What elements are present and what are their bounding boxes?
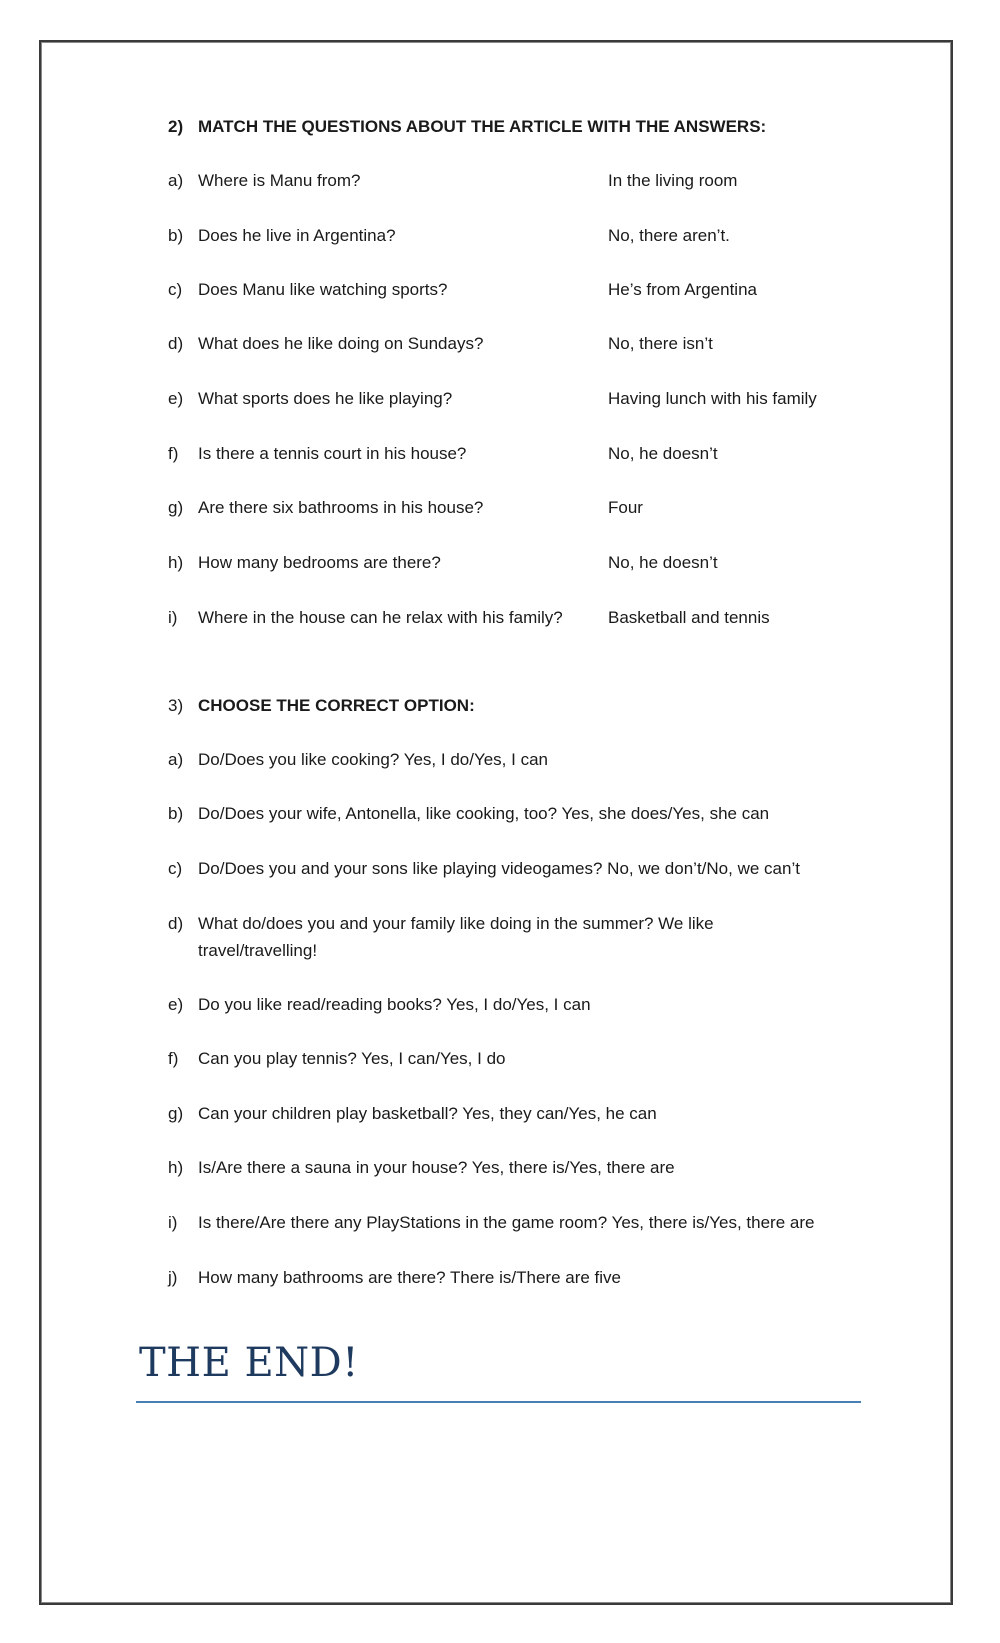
option-text: Do/Does you like cooking? Yes, I do/Yes, I can — [198, 750, 548, 769]
option-letter: g) — [168, 1104, 184, 1123]
section-2-title: MATCH THE QUESTIONS ABOUT THE ARTICLE WITH THE ANSWERS: — [198, 117, 767, 136]
option-text: Is/Are there a sauna in your house? Yes, there is/Yes, there are — [198, 1158, 675, 1177]
match-answer: Four — [608, 498, 643, 517]
match-answer: In the living room — [608, 171, 738, 190]
option-text: Can you play tennis? Yes, I can/Yes, I do — [198, 1049, 506, 1068]
match-question: What sports does he like playing? — [198, 389, 453, 408]
option-text: How many bathrooms are there? There is/There are five — [198, 1268, 621, 1287]
match-answer: No, he doesn’t — [608, 444, 718, 463]
match-question: Does Manu like watching sports? — [198, 280, 448, 299]
match-question: How many bedrooms are there? — [198, 553, 441, 572]
match-question: Where in the house can he relax with his family? — [198, 608, 563, 627]
option-text: Do you like read/reading books? Yes, I do/Yes, I can — [198, 995, 591, 1014]
option-text: Can your children play basketball? Yes, they can/Yes, he can — [198, 1104, 657, 1123]
match-answer: Having lunch with his family — [608, 389, 817, 408]
option-letter: h) — [168, 1158, 184, 1177]
the-end-title: THE END! — [139, 1340, 359, 1386]
match-answer: No, he doesn’t — [608, 553, 718, 572]
match-question: Are there six bathrooms in his house? — [198, 498, 484, 517]
section-3-title: CHOOSE THE CORRECT OPTION: — [198, 696, 475, 715]
option-text: What do/does you and your family like doing in the summer? We like travel/travelling! — [198, 914, 714, 960]
option-letter: c) — [168, 859, 183, 878]
section-3-heading — [168, 696, 475, 716]
option-text: Do/Does your wife, Antonella, like cooking, too? Yes, she does/Yes, she can — [198, 804, 770, 823]
match-letter: f) — [168, 444, 179, 463]
match-answer: He’s from Argentina — [608, 280, 757, 299]
match-letter: g) — [168, 498, 184, 517]
match-answer: No, there aren’t. — [608, 226, 730, 245]
match-letter: d) — [168, 334, 184, 353]
option-text: Is there/Are there any PlayStations in the game room? Yes, there is/Yes, there are — [198, 1213, 815, 1232]
match-question: Is there a tennis court in his house? — [198, 444, 467, 463]
title-underline — [136, 1401, 861, 1403]
match-answer: No, there isn’t — [608, 334, 713, 353]
option-letter: a) — [168, 750, 184, 769]
option-letter: i) — [168, 1213, 178, 1232]
section-2-heading — [168, 117, 766, 137]
match-question: What does he like doing on Sundays? — [198, 334, 484, 353]
match-letter: a) — [168, 171, 184, 190]
match-letter: h) — [168, 553, 184, 572]
match-question: Where is Manu from? — [198, 171, 361, 190]
option-letter: f) — [168, 1049, 179, 1068]
section-2-number: 2) — [168, 117, 184, 136]
match-answer: Basketball and tennis — [608, 608, 770, 627]
option-letter: e) — [168, 995, 184, 1014]
option-letter: j) — [168, 1268, 178, 1287]
match-letter: i) — [168, 608, 178, 627]
option-letter: d) — [168, 914, 184, 933]
section-3-number: 3) — [168, 696, 184, 715]
match-letter: e) — [168, 389, 184, 408]
match-letter: c) — [168, 280, 183, 299]
option-letter: b) — [168, 804, 184, 823]
option-text: Do/Does you and your sons like playing videogames? No, we don’t/No, we can’t — [198, 859, 800, 878]
match-question: Does he live in Argentina? — [198, 226, 396, 245]
match-letter: b) — [168, 226, 184, 245]
